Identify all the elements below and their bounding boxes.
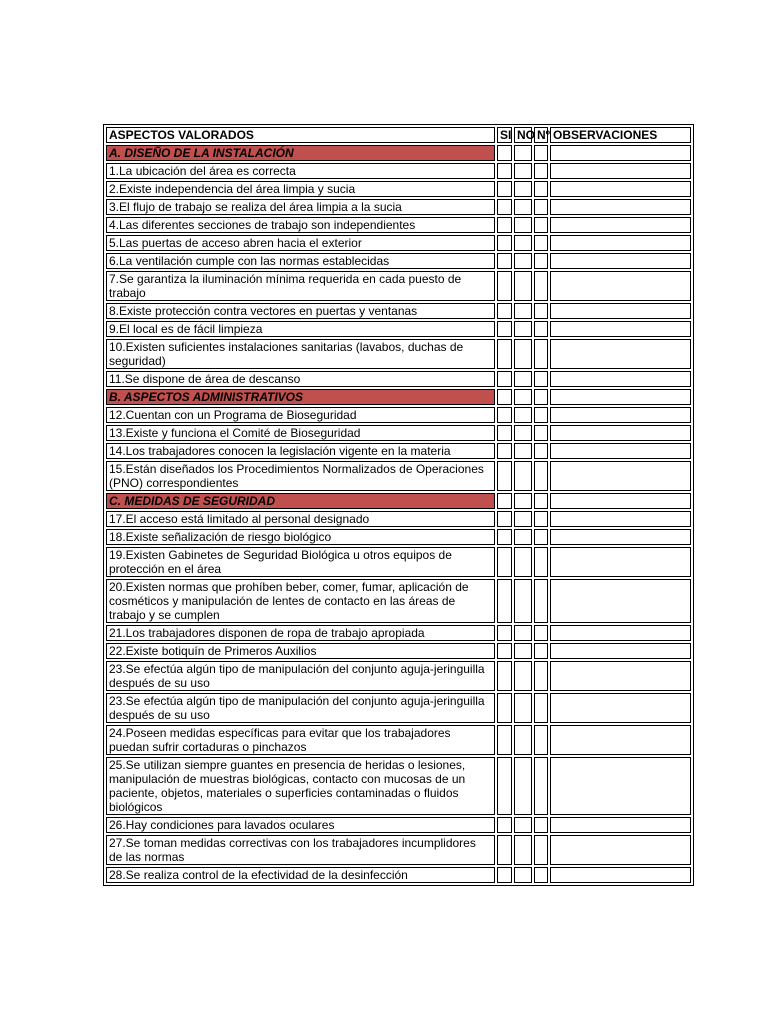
- si-checkbox-cell[interactable]: [497, 725, 512, 755]
- aspect-label: 26.Hay condiciones para lavados oculares: [106, 817, 495, 833]
- table-row: [106, 253, 691, 269]
- table-row: [106, 461, 691, 491]
- numero-cell[interactable]: [534, 693, 548, 723]
- aspect-label: 3.El flujo de trabajo se realiza del área limpia a la sucia: [106, 199, 495, 215]
- no-checkbox-cell[interactable]: [514, 625, 532, 641]
- numero-cell[interactable]: [534, 389, 548, 405]
- no-checkbox-cell[interactable]: [514, 389, 532, 405]
- si-checkbox-cell[interactable]: [497, 661, 512, 691]
- section-row: [106, 493, 691, 509]
- section-row: [106, 389, 691, 405]
- numero-cell[interactable]: [534, 253, 548, 269]
- numero-cell[interactable]: [534, 511, 548, 527]
- numero-cell[interactable]: [534, 145, 548, 161]
- observaciones-cell[interactable]: [550, 443, 691, 459]
- no-checkbox-cell[interactable]: [514, 579, 532, 623]
- no-checkbox-cell[interactable]: [514, 425, 532, 441]
- table-row: [106, 643, 691, 659]
- no-checkbox-cell[interactable]: [514, 817, 532, 833]
- observaciones-cell[interactable]: [550, 461, 691, 491]
- observaciones-cell[interactable]: [550, 643, 691, 659]
- numero-cell[interactable]: [534, 529, 548, 545]
- no-checkbox-cell[interactable]: [514, 725, 532, 755]
- no-checkbox-cell[interactable]: [514, 643, 532, 659]
- header-numero: Nº: [534, 127, 548, 143]
- numero-cell[interactable]: [534, 181, 548, 197]
- no-checkbox-cell[interactable]: [514, 693, 532, 723]
- observaciones-cell[interactable]: [550, 529, 691, 545]
- aspect-label: 21.Los trabajadores disponen de ropa de trabajo apropiada: [106, 625, 495, 641]
- numero-cell[interactable]: [534, 547, 548, 577]
- si-checkbox-cell[interactable]: [497, 321, 512, 337]
- numero-cell[interactable]: [534, 643, 548, 659]
- no-checkbox-cell[interactable]: [514, 407, 532, 423]
- si-checkbox-cell[interactable]: [497, 303, 512, 319]
- section-row: [106, 145, 691, 161]
- no-checkbox-cell[interactable]: [514, 493, 532, 509]
- si-checkbox-cell[interactable]: [497, 579, 512, 623]
- observaciones-cell[interactable]: [550, 511, 691, 527]
- header-no: NO: [514, 127, 532, 143]
- aspect-label: 28.Se realiza control de la efectividad de la desinfección: [106, 867, 495, 883]
- numero-cell[interactable]: [534, 199, 548, 215]
- si-checkbox-cell[interactable]: [497, 443, 512, 459]
- table-row: [106, 235, 691, 251]
- table-row: [106, 163, 691, 179]
- table-row: [106, 425, 691, 441]
- aspect-label: 6.La ventilación cumple con las normas establecidas: [106, 253, 495, 269]
- numero-cell[interactable]: [534, 757, 548, 815]
- no-checkbox-cell[interactable]: [514, 253, 532, 269]
- table-row: [106, 867, 691, 883]
- numero-cell[interactable]: [534, 725, 548, 755]
- observaciones-cell[interactable]: [550, 145, 691, 161]
- table-row: [106, 725, 691, 755]
- header-aspectos: ASPECTOS VALORADOS: [106, 127, 495, 143]
- checklist-body: [106, 145, 691, 883]
- observaciones-cell[interactable]: [550, 407, 691, 423]
- aspect-label: 17.El acceso está limitado al personal designado: [106, 511, 495, 527]
- numero-cell[interactable]: [534, 163, 548, 179]
- si-checkbox-cell[interactable]: [497, 493, 512, 509]
- si-checkbox-cell[interactable]: [497, 461, 512, 491]
- numero-cell[interactable]: [534, 443, 548, 459]
- aspect-label: 19.Existen Gabinetes de Seguridad Biológica u otros equipos de protección en el área: [106, 547, 495, 577]
- observaciones-cell[interactable]: [550, 625, 691, 641]
- table-row: [106, 511, 691, 527]
- table-row: [106, 181, 691, 197]
- table-row: [106, 217, 691, 233]
- table-row: [106, 547, 691, 577]
- no-checkbox-cell[interactable]: [514, 371, 532, 387]
- si-checkbox-cell[interactable]: [497, 625, 512, 641]
- observaciones-cell[interactable]: [550, 181, 691, 197]
- no-checkbox-cell[interactable]: [514, 217, 532, 233]
- numero-cell[interactable]: [534, 625, 548, 641]
- header-observaciones: OBSERVACIONES: [550, 127, 691, 143]
- si-checkbox-cell[interactable]: [497, 817, 512, 833]
- numero-cell[interactable]: [534, 321, 548, 337]
- si-checkbox-cell[interactable]: [497, 271, 512, 301]
- si-checkbox-cell[interactable]: [497, 835, 512, 865]
- observaciones-cell[interactable]: [550, 253, 691, 269]
- table-row: [106, 817, 691, 833]
- si-checkbox-cell[interactable]: [497, 163, 512, 179]
- numero-cell[interactable]: [534, 835, 548, 865]
- aspect-label: 8.Existe protección contra vectores en puertas y ventanas: [106, 303, 495, 319]
- header-row: [106, 127, 691, 143]
- si-checkbox-cell[interactable]: [497, 181, 512, 197]
- table-row: [106, 579, 691, 623]
- si-checkbox-cell[interactable]: [497, 407, 512, 423]
- si-checkbox-cell[interactable]: [497, 389, 512, 405]
- table-row: [106, 625, 691, 641]
- aspect-label: 23.Se efectúa algún tipo de manipulación del conjunto aguja-jeringuilla después de su uso: [106, 661, 495, 691]
- observaciones-cell[interactable]: [550, 661, 691, 691]
- observaciones-cell[interactable]: [550, 493, 691, 509]
- si-checkbox-cell[interactable]: [497, 643, 512, 659]
- section-title: A. DISEÑO DE LA INSTALACIÓN: [106, 145, 495, 161]
- table-row: [106, 407, 691, 423]
- table-row: [106, 443, 691, 459]
- section-title: B. ASPECTOS ADMINISTRATIVOS: [106, 389, 495, 405]
- numero-cell[interactable]: [534, 461, 548, 491]
- no-checkbox-cell[interactable]: [514, 661, 532, 691]
- aspect-label: 10.Existen suficientes instalaciones sanitarias (lavabos, duchas de seguridad): [106, 339, 495, 369]
- aspect-label: 15.Están diseñados los Procedimientos Normalizados de Operaciones (PNO) correspondientes: [106, 461, 495, 491]
- numero-cell[interactable]: [534, 407, 548, 423]
- no-checkbox-cell[interactable]: [514, 547, 532, 577]
- numero-cell[interactable]: [534, 661, 548, 691]
- si-checkbox-cell[interactable]: [497, 757, 512, 815]
- observaciones-cell[interactable]: [550, 579, 691, 623]
- observaciones-cell[interactable]: [550, 389, 691, 405]
- observaciones-cell[interactable]: [550, 271, 691, 301]
- observaciones-cell[interactable]: [550, 339, 691, 369]
- observaciones-cell[interactable]: [550, 817, 691, 833]
- observaciones-cell[interactable]: [550, 199, 691, 215]
- no-checkbox-cell[interactable]: [514, 271, 532, 301]
- bioseguridad-checklist-table: [103, 124, 694, 886]
- numero-cell[interactable]: [534, 217, 548, 233]
- observaciones-cell[interactable]: [550, 547, 691, 577]
- observaciones-cell[interactable]: [550, 693, 691, 723]
- si-checkbox-cell[interactable]: [497, 217, 512, 233]
- numero-cell[interactable]: [534, 371, 548, 387]
- aspect-label: 12.Cuentan con un Programa de Bioseguridad: [106, 407, 495, 423]
- aspect-label: 4.Las diferentes secciones de trabajo son independientes: [106, 217, 495, 233]
- si-checkbox-cell[interactable]: [497, 547, 512, 577]
- no-checkbox-cell[interactable]: [514, 443, 532, 459]
- no-checkbox-cell[interactable]: [514, 867, 532, 883]
- numero-cell[interactable]: [534, 425, 548, 441]
- numero-cell[interactable]: [534, 339, 548, 369]
- numero-cell[interactable]: [534, 817, 548, 833]
- si-checkbox-cell[interactable]: [497, 339, 512, 369]
- aspect-label: 7.Se garantiza la iluminación mínima requerida en cada puesto de trabajo: [106, 271, 495, 301]
- aspect-label: 9.El local es de fácil limpieza: [106, 321, 495, 337]
- si-checkbox-cell[interactable]: [497, 371, 512, 387]
- no-checkbox-cell[interactable]: [514, 461, 532, 491]
- table-row: [106, 529, 691, 545]
- observaciones-cell[interactable]: [550, 725, 691, 755]
- section-title: C. MEDIDAS DE SEGURIDAD: [106, 493, 495, 509]
- table-row: [106, 371, 691, 387]
- si-checkbox-cell[interactable]: [497, 425, 512, 441]
- observaciones-cell[interactable]: [550, 867, 691, 883]
- observaciones-cell[interactable]: [550, 163, 691, 179]
- aspect-label: 13.Existe y funciona el Comité de Bioseguridad: [106, 425, 495, 441]
- observaciones-cell[interactable]: [550, 757, 691, 815]
- numero-cell[interactable]: [534, 493, 548, 509]
- aspect-label: 23.Se efectúa algún tipo de manipulación del conjunto aguja-jeringuilla después de su uso: [106, 693, 495, 723]
- aspect-label: 25.Se utilizan siempre guantes en presencia de heridas o lesiones, manipulación de muestras biológicas, contacto con mucosas de un paciente, objetos, materiales o superficies contaminadas o fluidos biológicos: [106, 757, 495, 815]
- si-checkbox-cell[interactable]: [497, 253, 512, 269]
- numero-cell[interactable]: [534, 303, 548, 319]
- aspect-label: 2.Existe independencia del área limpia y sucia: [106, 181, 495, 197]
- table-row: [106, 199, 691, 215]
- no-checkbox-cell[interactable]: [514, 145, 532, 161]
- no-checkbox-cell[interactable]: [514, 181, 532, 197]
- aspect-label: 18.Existe señalización de riesgo biológico: [106, 529, 495, 545]
- aspect-label: 20.Existen normas que prohíben beber, comer, fumar, aplicación de cosméticos y manipulación de lentes de contacto en las áreas de trabajo y se cumplen: [106, 579, 495, 623]
- numero-cell[interactable]: [534, 579, 548, 623]
- table-row: [106, 693, 691, 723]
- table-row: [106, 757, 691, 815]
- aspect-label: 11.Se dispone de área de descanso: [106, 371, 495, 387]
- no-checkbox-cell[interactable]: [514, 163, 532, 179]
- aspect-label: 24.Poseen medidas específicas para evitar que los trabajadores puedan sufrir cortaduras o pinchazos: [106, 725, 495, 755]
- no-checkbox-cell[interactable]: [514, 511, 532, 527]
- table-row: [106, 835, 691, 865]
- si-checkbox-cell[interactable]: [497, 199, 512, 215]
- si-checkbox-cell[interactable]: [497, 235, 512, 251]
- si-checkbox-cell[interactable]: [497, 145, 512, 161]
- no-checkbox-cell[interactable]: [514, 339, 532, 369]
- numero-cell[interactable]: [534, 271, 548, 301]
- table-row: [106, 271, 691, 301]
- observaciones-cell[interactable]: [550, 321, 691, 337]
- observaciones-cell[interactable]: [550, 835, 691, 865]
- header-si: SI: [497, 127, 512, 143]
- si-checkbox-cell[interactable]: [497, 693, 512, 723]
- numero-cell[interactable]: [534, 867, 548, 883]
- table-row: [106, 339, 691, 369]
- no-checkbox-cell[interactable]: [514, 757, 532, 815]
- no-checkbox-cell[interactable]: [514, 321, 532, 337]
- table-row: [106, 321, 691, 337]
- no-checkbox-cell[interactable]: [514, 835, 532, 865]
- aspect-label: 14.Los trabajadores conocen la legislación vigente en la materia: [106, 443, 495, 459]
- table-row: [106, 303, 691, 319]
- observaciones-cell[interactable]: [550, 371, 691, 387]
- numero-cell[interactable]: [534, 235, 548, 251]
- no-checkbox-cell[interactable]: [514, 235, 532, 251]
- no-checkbox-cell[interactable]: [514, 529, 532, 545]
- no-checkbox-cell[interactable]: [514, 199, 532, 215]
- observaciones-cell[interactable]: [550, 217, 691, 233]
- observaciones-cell[interactable]: [550, 425, 691, 441]
- no-checkbox-cell[interactable]: [514, 303, 532, 319]
- aspect-label: 22.Existe botiquín de Primeros Auxilios: [106, 643, 495, 659]
- aspect-label: 5.Las puertas de acceso abren hacia el exterior: [106, 235, 495, 251]
- si-checkbox-cell[interactable]: [497, 529, 512, 545]
- table-row: [106, 661, 691, 691]
- observaciones-cell[interactable]: [550, 235, 691, 251]
- observaciones-cell[interactable]: [550, 303, 691, 319]
- aspect-label: 27.Se toman medidas correctivas con los trabajadores incumplidores de las normas: [106, 835, 495, 865]
- aspect-label: 1.La ubicación del área es correcta: [106, 163, 495, 179]
- si-checkbox-cell[interactable]: [497, 867, 512, 883]
- si-checkbox-cell[interactable]: [497, 511, 512, 527]
